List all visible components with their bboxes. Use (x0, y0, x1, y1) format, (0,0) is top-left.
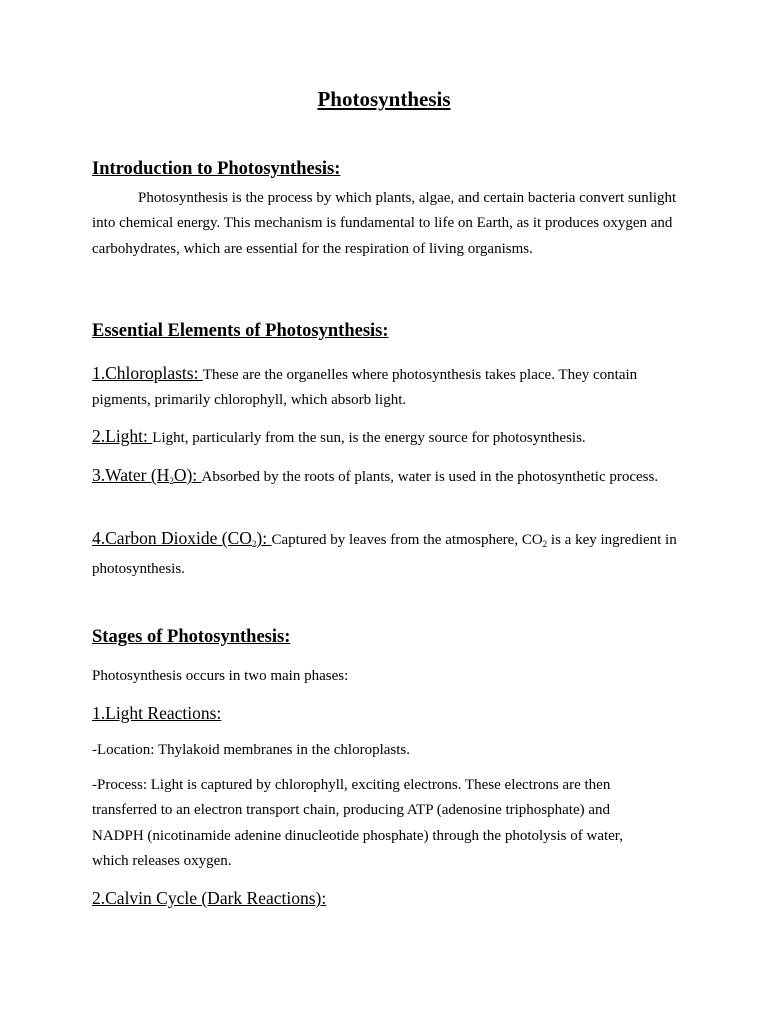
page-title-text: Photosynthesis (317, 87, 451, 111)
text-part: is a key ingredient in photosynthesis. (92, 532, 677, 578)
element-text: These are the organelles where photosynthesis takes place. They contain pigments, primarily chlorophyll, which absorb light. (92, 367, 638, 409)
light-reactions-process: -Process: Light is captured by chlorophyll, exciting electrons. These electrons are then transferred to an electron transport chain, producing ATP (adenosine triphosphate) and NADPH (nicotinamide adenine dinucleotide phosphate) through the photolysis of water, which releases oxygen. (92, 777, 623, 869)
stages-heading: Stages of Photosynthesis: (92, 627, 291, 647)
text-part: Captured by leaves from the atmosphere, CO (271, 532, 543, 548)
stages-intro: Photosynthesis occurs in two main phases: (92, 668, 349, 684)
label-part: 4.Carbon Dioxide (CO (92, 528, 252, 548)
element-label (92, 465, 202, 485)
page-title (0, 86, 768, 112)
element-label: 2.Light: (92, 426, 153, 446)
subscript: 2 (251, 539, 257, 549)
element-item-light (92, 424, 682, 451)
calvin-cycle-heading: 2.Calvin Cycle (Dark Reactions): (92, 888, 327, 908)
element-label (92, 528, 272, 548)
element-text: Light, particularly from the sun, is the energy source for photosynthesis. (152, 430, 586, 446)
label-part: O): (173, 465, 202, 485)
element-item-water (92, 463, 682, 494)
element-item-carbon-dioxide (92, 526, 682, 583)
element-label: 1.Chloroplasts: (92, 363, 203, 383)
element-item-chloroplasts (92, 361, 682, 414)
elements-heading: Essential Elements of Photosynthesis: (92, 321, 389, 341)
element-text: Absorbed by the roots of plants, water is used in the photosynthetic process. (201, 469, 659, 485)
label-part: 3.Water (H (92, 465, 170, 485)
subscript: 2 (542, 539, 548, 549)
label-part: ): (256, 528, 272, 548)
light-reactions-heading: 1.Light Reactions: (92, 703, 222, 723)
light-reactions-location: -Location: Thylakoid membranes in the chloroplasts. (92, 742, 410, 758)
subscript: 2 (169, 476, 174, 486)
intro-paragraph: Photosynthesis is the process by which plants, algae, and certain bacteria convert sunlight into chemical energy. This mechanism is fundamental to life on Earth, as it produces oxygen and carbohydrates, which are essential for the respiration of living organisms. (92, 190, 677, 257)
intro-heading: Introduction to Photosynthesis: (92, 159, 341, 179)
